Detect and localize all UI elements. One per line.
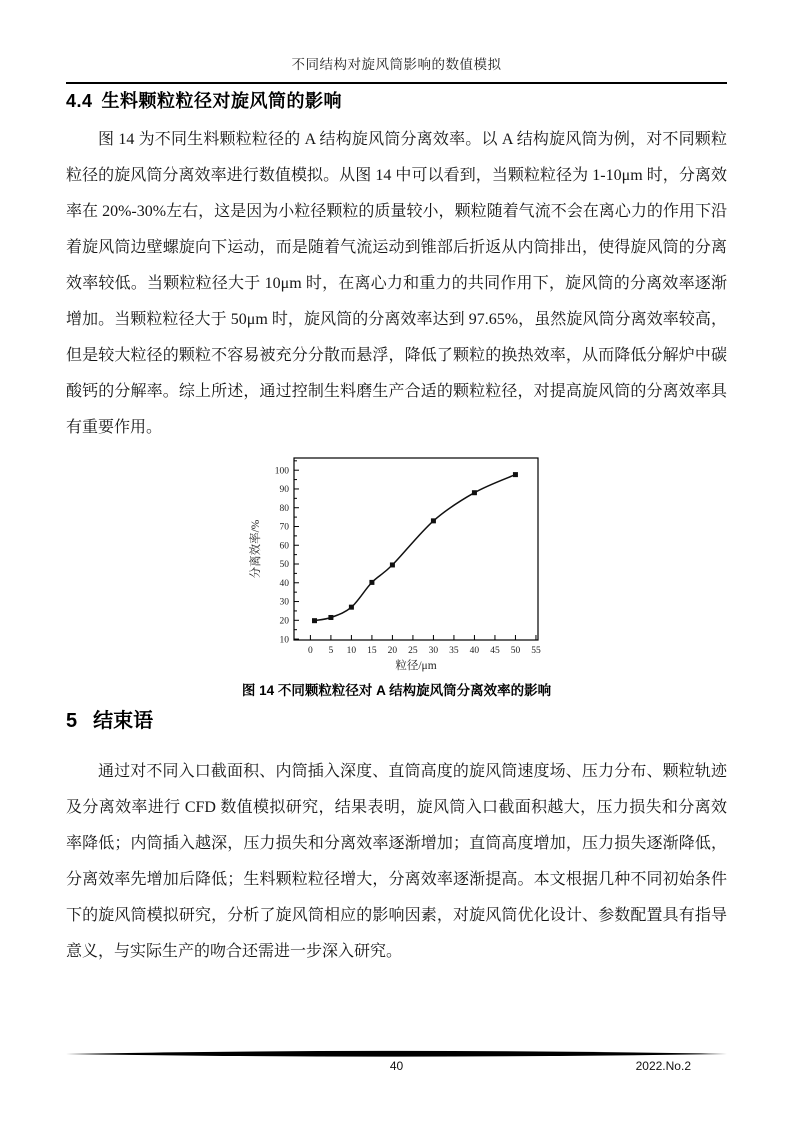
svg-text:60: 60 <box>279 541 289 552</box>
svg-text:40: 40 <box>469 646 479 656</box>
paragraph-2: 通过对不同入口截面积、内筒插入深度、直筒高度的旋风筒速度场、压力分布、颗粒轨迹及分离效率进行 CFD 数值模拟研究，结果表明，旋风筒入口截面积越大，压力损失和分离效率降低；内筒插入越深，压力损失和分离效率逐渐增加；直筒高度增加，压力损失逐渐降低，分离效率先增加后降低；生料颗粒粒径增大，分离效率逐渐提高。本文根据几种不同初始条件下的旋风筒模拟研究，分析了旋风筒相应的影响因素，对旋风筒优化设计、参数配置具有指导意义，与实际生产的吻合还需进一步深入研究。 <box>66 763 727 960</box>
section-4-4-title: 生料颗粒粒径对旋风筒的影响 <box>101 91 343 111</box>
svg-text:25: 25 <box>407 646 418 656</box>
figure-14 <box>66 448 727 700</box>
data-point-marker <box>389 562 394 567</box>
svg-text:70: 70 <box>279 522 289 533</box>
page-footer <box>66 1050 727 1077</box>
section-5-title: 结束语 <box>93 710 154 732</box>
x-axis-label: 粒径/μm <box>394 660 437 672</box>
svg-text:55: 55 <box>530 646 541 656</box>
y-axis-label: 分离效率/% <box>249 519 262 579</box>
svg-text:20: 20 <box>387 646 397 656</box>
svg-text:20: 20 <box>279 616 289 627</box>
data-point-marker <box>430 518 435 523</box>
header-rule <box>66 82 727 84</box>
svg-text:50: 50 <box>510 646 520 656</box>
figure-14-chart <box>66 448 727 678</box>
svg-text:50: 50 <box>279 560 289 571</box>
data-point-marker <box>512 472 517 477</box>
svg-text:80: 80 <box>279 503 289 514</box>
svg-text:0: 0 <box>307 646 313 656</box>
footer-decorative-bar <box>66 1050 727 1058</box>
data-point-marker <box>312 618 317 623</box>
paragraph-1: 图 14 为不同生料颗粒粒径的 A 结构旋风筒分离效率。以 A 结构旋风筒为例，对不同颗粒粒径的旋风筒分离效率进行数值模拟。从图 14 中可以看到，当颗粒粒径为 1-10μm 时，分离效率在 20%-30%左右，这是因为小粒径颗粒的质量较小，颗粒随着气流不会在离心力的作用下沿着旋风筒边壁螺旋向下运动，而是随着气流运动到锥部后折返从内筒排出，使得旋风筒的分离效率较低。当颗粒粒径大于 10μm 时，在离心力和重力的共同作用下，旋风筒的分离效率逐渐增加。当颗粒粒径大于 50μm 时，旋风筒的分离效率达到 97.65%，虽然旋风筒分离效率较高，但是较大粒径的颗粒不容易被充分分散而悬浮，降低了颗粒的换热效率，从而降低分解炉中碳酸钙的分解率。综上所述，通过控制生料磨生产合适的颗粒粒径，对提高旋风筒的分离效率具有重要作用。 <box>66 131 727 436</box>
svg-text:5: 5 <box>328 646 333 656</box>
svg-text:90: 90 <box>279 485 289 496</box>
svg-text:15: 15 <box>366 646 377 656</box>
footer-issue-label: 2022.No.2 <box>635 1059 691 1073</box>
svg-text:45: 45 <box>489 646 500 656</box>
section-4-4-heading <box>66 90 727 113</box>
footer-page-number: 40 <box>389 1059 404 1073</box>
efficiency-line <box>314 475 515 621</box>
svg-text:40: 40 <box>279 578 289 589</box>
svg-text:30: 30 <box>279 597 289 608</box>
data-point-marker <box>471 490 476 495</box>
data-point-marker <box>369 580 374 585</box>
data-point-marker <box>348 605 353 610</box>
svg-text:100: 100 <box>274 466 289 477</box>
section-5-number: 5 <box>66 710 78 732</box>
data-point-marker <box>328 615 333 620</box>
svg-text:35: 35 <box>448 646 459 656</box>
svg-text:30: 30 <box>428 646 438 656</box>
section-4-4-number: 4.4 <box>66 91 93 111</box>
figure-14-caption: 图 14 不同颗粒粒径对 A 结构旋风筒分离效率的影响 <box>241 683 552 698</box>
section-5-heading <box>66 708 727 734</box>
footer-text-row <box>66 1059 727 1077</box>
running-head: 不同结构对旋风筒影响的数值模拟 <box>291 57 502 72</box>
svg-text:10: 10 <box>279 635 289 646</box>
svg-text:10: 10 <box>346 646 356 656</box>
